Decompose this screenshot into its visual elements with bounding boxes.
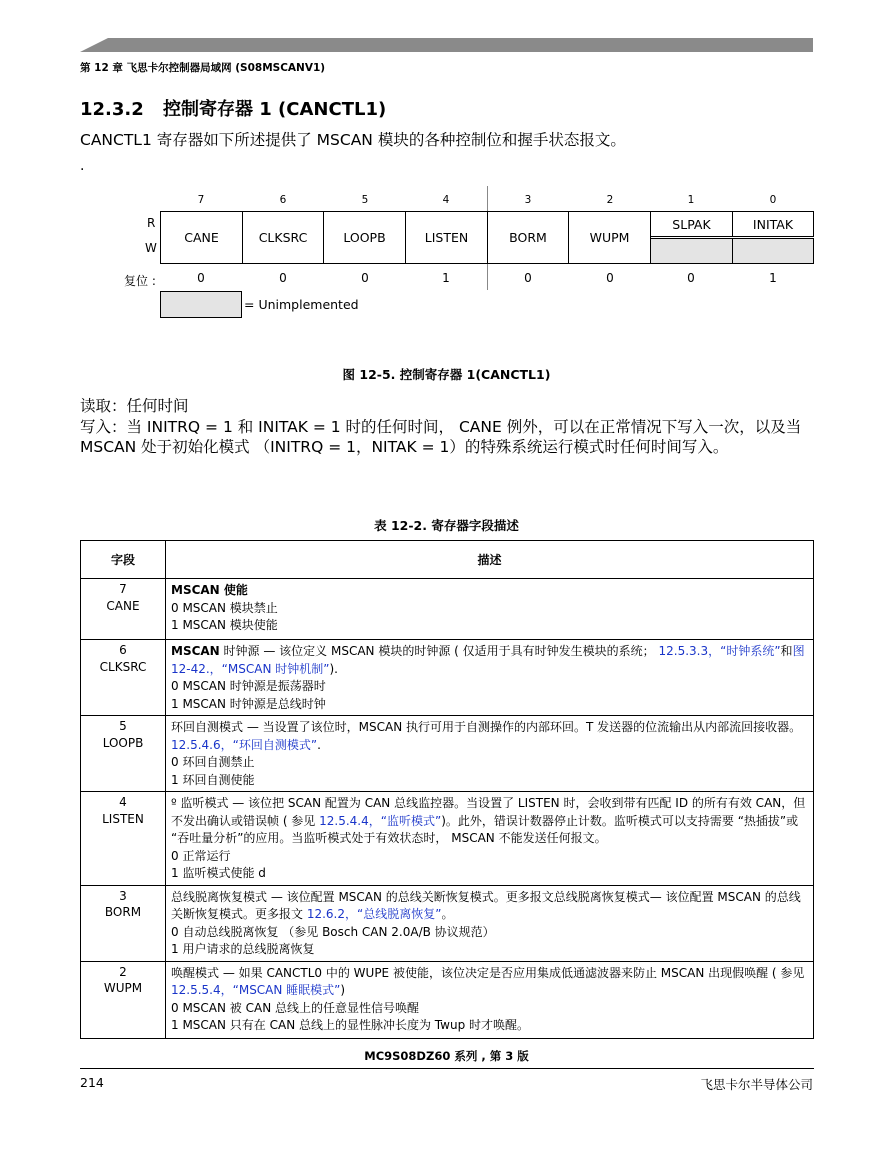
description-tail: )。此外，错误计数器停止计数。监听模式可以支持需要 “热插拔”或 “吞吐量分析”的应用。当监听模式处于有效状态时， MSCAN 不能发送任何报文。 xyxy=(171,813,799,845)
description-text xyxy=(171,965,807,1000)
option-1: 1 MSCAN 时钟源是总线时钟 xyxy=(171,696,326,711)
field-bit: 4 xyxy=(119,795,127,809)
table-caption: 表 12-2. 寄存器字段描述 xyxy=(374,518,519,533)
field-name: WUPM xyxy=(103,981,143,995)
bit-number: 5 xyxy=(361,194,369,206)
field-borm: BORM xyxy=(487,211,569,264)
bit-number: 7 xyxy=(197,194,205,206)
description-cell xyxy=(166,961,814,1038)
option-1: 1 用户请求的总线脱离恢复 xyxy=(171,942,315,956)
table-row xyxy=(81,579,814,640)
header-bar xyxy=(80,38,813,52)
read-label: R xyxy=(147,216,156,230)
cross-reference-link[interactable]: 图 12-42.，“MSCAN 时钟机制” xyxy=(171,644,805,676)
reset-label: 复位 : xyxy=(124,274,156,288)
table-row xyxy=(81,716,814,792)
page-number: 214 xyxy=(80,1075,104,1090)
description-cell xyxy=(166,716,814,792)
description-text xyxy=(171,643,807,678)
field-name: BORM xyxy=(104,905,142,919)
description-bold: MSCAN 使能 xyxy=(171,583,248,597)
footer-divider xyxy=(80,1068,814,1069)
field-cell xyxy=(81,885,166,961)
bit-number: 4 xyxy=(442,194,450,206)
reset-value: 0 xyxy=(524,271,532,285)
description-body: 环回自测模式 — 当设置了该位时，MSCAN 执行可用于自测操作的内部环回。T 发送器的位流输出从内部流回接收器。 xyxy=(171,720,802,734)
field-name: LISTEN xyxy=(102,811,144,826)
option-0: 0 MSCAN 模块禁止 xyxy=(171,600,278,615)
option-0: 0 MSCAN 时钟源是振荡器时 xyxy=(171,679,326,693)
description-text xyxy=(171,582,807,600)
write-label: W xyxy=(145,241,157,255)
read-line: 读取：任何时间 xyxy=(80,397,189,415)
option-0: 0 自动总线脱离恢复 （参见 Bosch CAN 2.0A/B 协议规范） xyxy=(171,924,495,939)
cross-reference-link[interactable]: 12.5.5.4，“MSCAN 睡眠模式” xyxy=(171,983,341,997)
field-cane: CANE xyxy=(160,211,243,264)
field-bit: 7 xyxy=(119,582,127,596)
figure-caption: 图 12-5. 控制寄存器 1(CANCTL1) xyxy=(342,367,551,382)
option-1: 1 监听模式使能 d xyxy=(171,866,266,880)
table-row xyxy=(81,792,814,886)
reset-value: 0 xyxy=(361,271,369,285)
bit-number: 2 xyxy=(606,194,614,206)
unimplemented-cell xyxy=(732,238,814,264)
company-name: 飞思卡尔半导体公司 xyxy=(700,1077,813,1092)
write-line: 写入：当 INITRQ = 1 和 INITAK = 1 时的任何时间， CANE 例外，可以在正常情况下写入一次，以及当 MSCAN 处于初始化模式 （INITRQ = 1，NITAK = 1）的特殊系统运行模式时任何时间写入。 xyxy=(80,417,802,456)
field-cell xyxy=(81,716,166,792)
description-body: 唤醒模式 — 如果 CANCTL0 中的 WUPE 被使能，该位决定是否应用集成低通滤波器来防止 MSCAN 出现假唤醒 ( 参见 xyxy=(171,965,805,980)
header-description: 描述 xyxy=(166,541,814,579)
description-cell xyxy=(166,640,814,716)
field-name: CANE xyxy=(106,598,140,613)
table-row xyxy=(81,885,814,961)
field-wupm: WUPM xyxy=(568,211,651,264)
bit-number: 3 xyxy=(524,194,532,206)
description-body: º 监听模式 — 该位把 SCAN 配置为 CAN 总线监控器。当设置了 LISTEN 时，会收到带有匹配 ID 的所有有效 CAN，但不发出确认或错误帧 ( 参见 xyxy=(171,796,806,828)
bit-number: 0 xyxy=(769,194,777,206)
description-bold: MSCAN xyxy=(171,644,220,658)
legend-swatch xyxy=(160,291,242,318)
description-tail: . xyxy=(317,737,321,752)
field-loopb: LOOPB xyxy=(323,211,406,264)
unimplemented-cell xyxy=(650,238,733,264)
cross-reference-link[interactable]: 12.6.2，“总线脱离恢复” xyxy=(306,907,442,921)
description-cell xyxy=(166,885,814,961)
field-name: CLKSRC xyxy=(99,659,147,674)
bit-number: 1 xyxy=(687,194,695,206)
section-title-text: 控制寄存器 1 (CANCTL1) xyxy=(163,99,387,120)
field-bit: 3 xyxy=(119,888,127,903)
option-1: 1 MSCAN 只有在 CAN 总线上的显性脉冲长度为 Twup 时才唤醒。 xyxy=(171,1018,530,1032)
description-tail: 。 xyxy=(441,907,454,921)
description-text xyxy=(171,719,807,754)
read-write-description xyxy=(80,396,815,458)
reset-value: 0 xyxy=(197,271,205,285)
table-row xyxy=(81,961,814,1038)
cross-reference-link[interactable]: 12.5.4.6，“环回自测模式” xyxy=(171,737,318,752)
header-field: 字段 xyxy=(81,541,166,579)
legend-text: = Unimplemented xyxy=(244,297,359,312)
stray-dot: . xyxy=(80,158,85,174)
description-body: 总线脱离恢复模式 — 该位配置 MSCAN 的总线关断恢复模式。更多报文总线脱离恢复模式— 该位配置 MSCAN 的总线关断恢复模式。更多报文 xyxy=(171,889,801,921)
table-header-row xyxy=(81,541,814,579)
option-0: 0 正常运行 xyxy=(171,848,231,863)
reset-value: 1 xyxy=(769,271,777,285)
table-row xyxy=(81,640,814,716)
field-slpak: SLPAK xyxy=(650,211,733,237)
field-cell xyxy=(81,640,166,716)
reset-value: 0 xyxy=(687,271,695,285)
chapter-heading: 第 12 章 飞思卡尔控制器局域网 (S08MSCANV1) xyxy=(80,62,326,74)
field-name: LOOPB xyxy=(102,735,144,750)
option-0: 0 MSCAN 被 CAN 总线上的任意显性信号唤醒 xyxy=(171,1000,419,1015)
option-0: 0 环回自测禁止 xyxy=(171,755,255,769)
reset-value: 0 xyxy=(606,271,614,285)
description-text xyxy=(171,889,807,924)
bit-number: 6 xyxy=(279,194,287,206)
section-title xyxy=(80,95,386,121)
field-initak: INITAK xyxy=(732,211,814,237)
field-bit: 6 xyxy=(119,643,127,657)
field-listen: LISTEN xyxy=(405,211,488,264)
cross-reference-link[interactable]: 12.5.4.4，“监听模式” xyxy=(319,813,442,828)
field-cell xyxy=(81,961,166,1038)
description-tail: ). xyxy=(329,661,338,676)
description-cell xyxy=(166,792,814,886)
field-cell xyxy=(81,792,166,886)
section-number: 12.3.2 xyxy=(80,99,144,120)
field-cell xyxy=(81,579,166,640)
cross-reference-link[interactable]: 12.5.3.3，“时钟系统” xyxy=(658,644,781,658)
field-clksrc: CLKSRC xyxy=(242,211,324,264)
description-body: 时钟源 — 该位定义 MSCAN 模块的时钟源 ( 仅适用于具有时钟发生模块的系统； xyxy=(219,644,659,658)
description-cell xyxy=(166,579,814,640)
section-intro: CANCTL1 寄存器如下所述提供了 MSCAN 模块的各种控制位和握手状态报文。 xyxy=(80,131,626,149)
description-tail: ) xyxy=(340,983,346,997)
option-1: 1 MSCAN 模块使能 xyxy=(171,618,278,632)
footer-title: MC9S08DZ60 系列 , 第 3 版 xyxy=(364,1049,529,1063)
description-text xyxy=(171,795,807,848)
option-1: 1 环回自测使能 xyxy=(171,772,255,787)
field-description-table xyxy=(80,540,814,1039)
reset-value: 0 xyxy=(279,271,287,285)
field-bit: 2 xyxy=(119,964,127,979)
reset-value: 1 xyxy=(442,271,450,285)
field-bit: 5 xyxy=(119,719,127,733)
description-connector: 和 xyxy=(780,644,793,658)
